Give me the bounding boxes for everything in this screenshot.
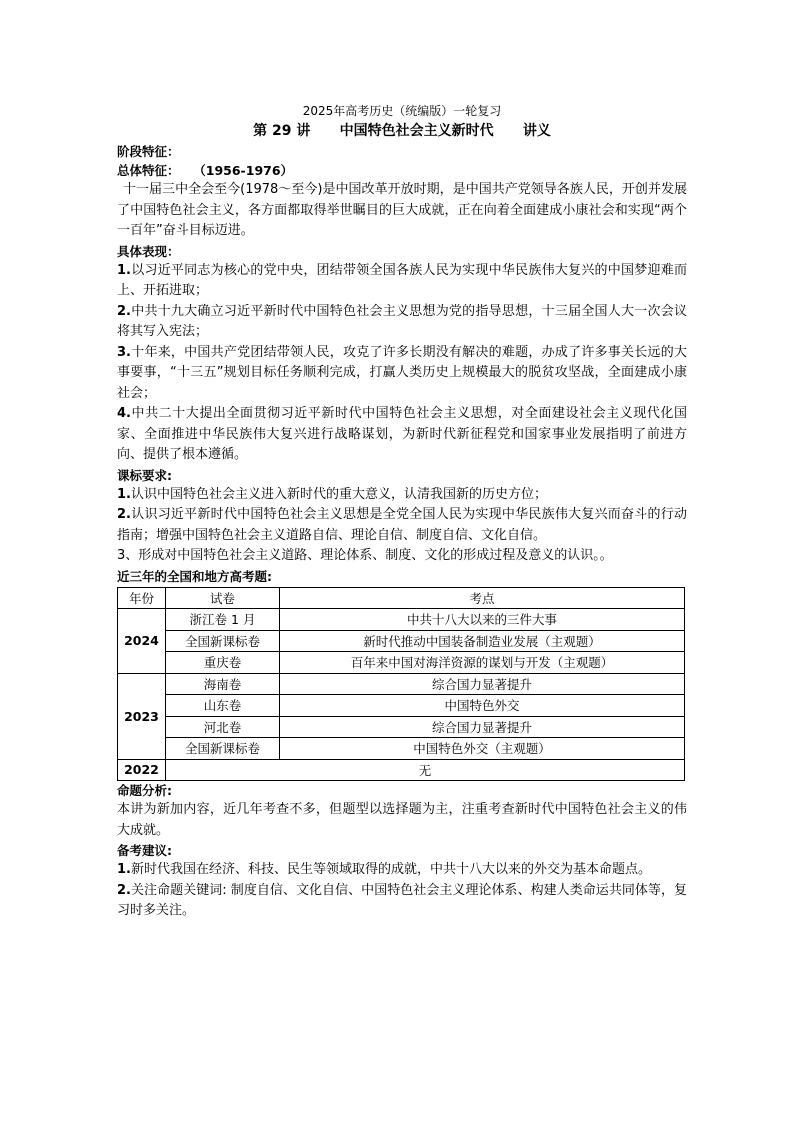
table-header-row: [118, 587, 685, 609]
header-year: 年份: [118, 587, 166, 609]
advice-item-1: 1.新时代我国在经济、科技、民生等领域取得的成就，中共十八大以来的外交为基本命题点。: [117, 862, 651, 877]
detail-item-1: 1.以习近平同志为核心的党中央，团结带领全国各族人民为实现中华民族伟大复兴的中国梦迎难而上、开拓进取；: [117, 262, 687, 298]
paper-cell: 山东卷: [166, 695, 280, 717]
overall-label: 总体特征：: [117, 163, 180, 178]
table-row: [118, 759, 685, 781]
detail-item-4: 4.中共二十大提出全面贯彻习近平新时代中国特色社会主义思想，对全面建设社会主义现代化国家、全面推进中华民族伟大复兴进行战略谋划，为新时代新征程党和国家事业发展指明了前进方向、提供了根本遵循。: [117, 406, 687, 462]
content-cell: 无: [166, 759, 685, 781]
curriculum-item-2: 2.认识习近平新时代中国特色社会主义思想是全党全国人民为实现中华民族伟大复兴而奋斗的行动指南；增强中国特色社会主义道路自信、理论自信、制度自信、文化自信。: [117, 507, 687, 543]
analysis-text: 本讲为新加内容，近几年考查不多，但题型以选择题为主，注重考查新时代中国特色社会主义的伟大成就。: [117, 802, 687, 838]
table-row: [118, 609, 685, 631]
curriculum-label: 课标要求:: [117, 467, 172, 483]
point-cell: 中共十八大以来的三件大事: [280, 609, 685, 631]
year-cell: 2024: [118, 609, 166, 674]
header-point: 考点: [280, 587, 685, 609]
overall-dates: （1956-1976）: [199, 163, 294, 178]
paper-cell: 全国新课标卷: [166, 630, 280, 652]
curriculum-item-3: 3、形成对中国特色社会主义道路、理论体系、制度、文化的形成过程及意义的认识。。: [117, 548, 613, 563]
point-cell: 中国特色外交（主观题）: [280, 738, 685, 760]
table-row: [118, 738, 685, 760]
detail-item-2: 2.中共十九大确立习近平新时代中国特色社会主义思想为党的指导思想，十三届全国人大一次会议将其写入宪法；: [117, 303, 687, 339]
table-row: [118, 673, 685, 695]
paper-cell: 重庆卷: [166, 652, 280, 674]
year-cell: 2023: [118, 673, 166, 759]
exams-label: 近三年的全国和地方高考题:: [117, 568, 272, 584]
paper-cell: 浙江卷 1 月: [166, 609, 280, 631]
advice-label: 备考建议:: [117, 843, 172, 858]
overall-text: 十一届三中全会至今(1978～至今)是中国改革开放时期，是中国共产党领导各族人民，开创并发展了中国特色社会主义，各方面都取得举世瞩目的巨大成就，正在向着全面建成小康社会和实现“两个一百年”奋斗目标迈进。: [117, 182, 687, 238]
table-row: [118, 716, 685, 738]
point-cell: 百年来中国对海洋资源的谋划与开发（主观题）: [280, 652, 685, 674]
year-cell: 2022: [118, 759, 166, 781]
table-row: [118, 630, 685, 652]
paper-cell: 河北卷: [166, 716, 280, 738]
point-cell: 综合国力显著提升: [280, 673, 685, 695]
paper-cell: 海南卷: [166, 673, 280, 695]
paper-cell: 全国新课标卷: [166, 738, 280, 760]
header-paper: 试卷: [166, 587, 280, 609]
point-cell: 中国特色外交: [280, 695, 685, 717]
lesson-title: 第 29 讲 中国特色社会主义新时代 讲义: [253, 123, 551, 139]
curriculum-item-1: 1.认识中国特色社会主义进入新时代的重大意义，认清我国新的历史方位；: [117, 486, 547, 502]
point-cell: 综合国力显著提升: [280, 716, 685, 738]
point-cell: 新时代推动中国装备制造业发展（主观题）: [280, 630, 685, 652]
table-row: [118, 695, 685, 717]
overall-heading: [117, 161, 687, 180]
details-label: 具体表现：: [117, 243, 180, 259]
exam-table: [117, 587, 685, 782]
document-title: 2025年高考历史（统编版）一轮复习: [302, 104, 502, 118]
document-page: [117, 100, 687, 922]
stage-label: 阶段特征：: [117, 144, 180, 159]
table-row: [118, 652, 685, 674]
analysis-label: 命题分析:: [117, 783, 172, 798]
advice-item-2: 2.关注命题关键词: 制度自信、文化自信、中国特色社会主义理论体系、构建人类命运共同体等，复习时多关注。: [117, 882, 687, 918]
detail-item-3: 3.十年来，中国共产党团结带领人民，攻克了许多长期没有解决的难题，办成了许多事关长远的大事要事，“十三五”规划目标任务顺利完成，打赢人类历史上规模最大的脱贫攻坚战，全面建成小康社会；: [117, 344, 687, 401]
